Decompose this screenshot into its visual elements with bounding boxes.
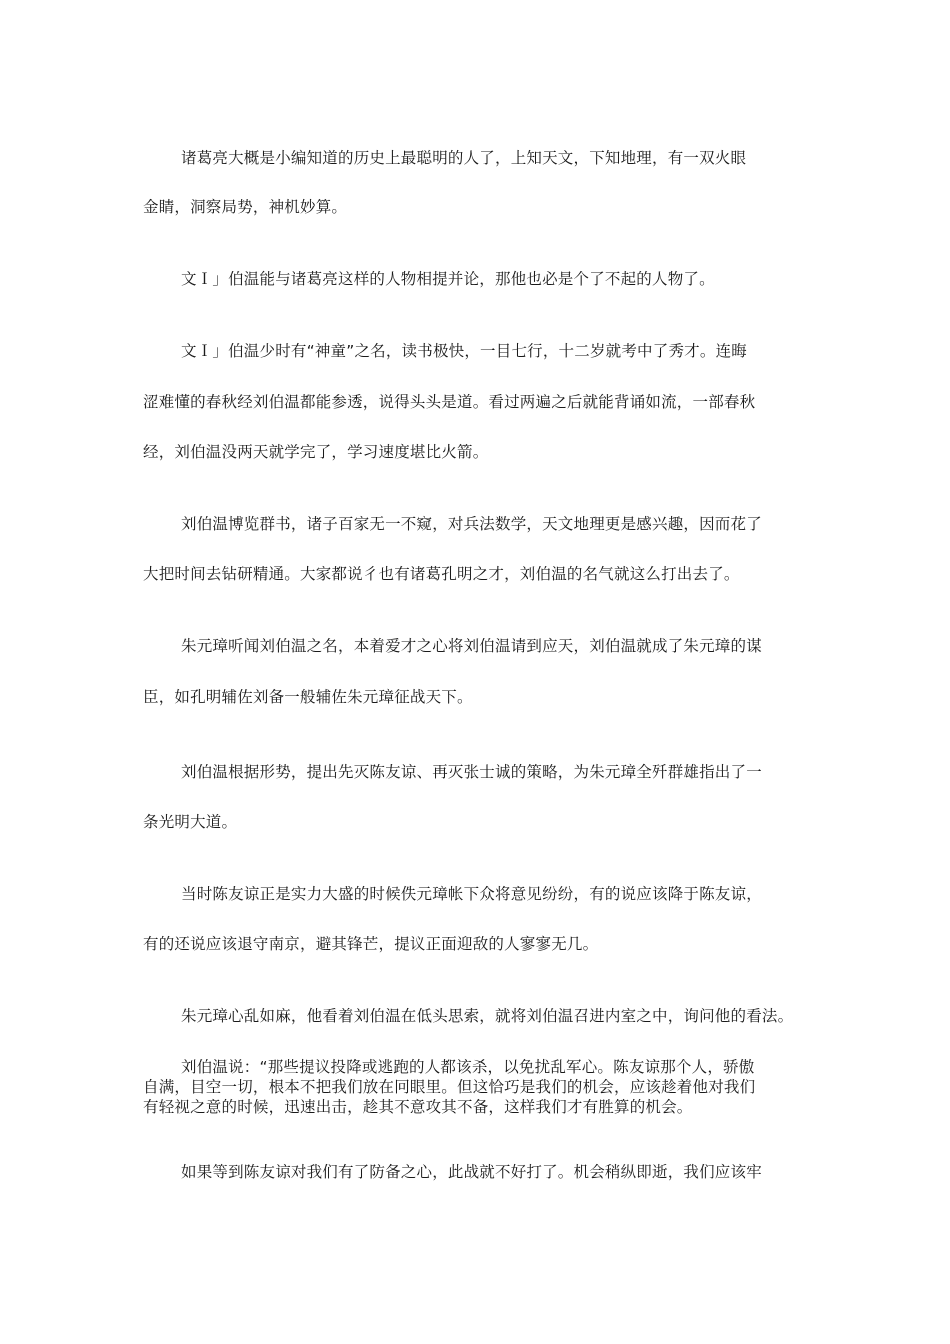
paragraph-7-line-1: 当时陈友谅正是实力大盛的时候佚元璋帐下众将意见纷纷，有的说应该降于陈友谅， xyxy=(181,885,762,903)
paragraph-5-line-1: 朱元璋听闻刘伯温之名，本着爱才之心将刘伯温请到应天，刘伯温就成了朱元璋的谋 xyxy=(181,637,762,655)
paragraph-3-line-2: 涩难懂的春秋经刘伯温都能参透，说得头头是道。看过两遍之后就能背诵如流，一部春秋 xyxy=(143,393,756,411)
paragraph-8-line-1: 朱元璋心乱如麻，他看着刘伯温在低头思索，就将刘伯温召进内室之中，询问他的看法。 xyxy=(181,1007,794,1025)
paragraph-6-line-1: 刘伯温根据形势，提出先灭陈友谅、再灭张士诚的策略，为朱元璋全歼群雄指出了一 xyxy=(181,763,762,781)
paragraph-9-line-3: 有轻视之意的时候，迅速出击，趁其不意攻其不备，这样我们才有胜算的机会。 xyxy=(143,1098,693,1116)
paragraph-2-line-1: 文Ｉ」伯温能与诸葛亮这样的人物相提并论，那他也必是个了不起的人物了。 xyxy=(181,270,715,288)
paragraph-1-line-2: 金睛，洞察局势，神机妙算。 xyxy=(143,198,348,216)
paragraph-10-line-1: 如果等到陈友谅对我们有了防备之心，此战就不好打了。机会稍纵即逝，我们应该牢 xyxy=(181,1163,762,1181)
paragraph-4-line-2: 大把时间去钻研精通。大家都说彳也有诸葛孔明之才，刘伯温的名气就这么打出去了。 xyxy=(143,565,740,583)
paragraph-9-line-2: 自满，目空一切，根本不把我们放在冋眼里。但这恰巧是我们的机会，应该趁着他对我们 xyxy=(143,1078,756,1096)
paragraph-3-line-3: 经，刘伯温没两天就学完了，学习速度堪比火箭。 xyxy=(143,443,489,461)
paragraph-6-line-2: 条光明大道。 xyxy=(143,813,238,831)
paragraph-7-line-2: 有的还说应该退守南京，避其锋芒，提议正面迎敌的人寥寥无几。 xyxy=(143,935,599,953)
paragraph-4-line-1: 刘伯温博览群书，诸子百家无一不窥，对兵法数学，天文地理更是感兴趣，因而花了 xyxy=(181,515,762,533)
paragraph-3-line-1: 文Ｉ」伯温少时有“神童”之名，读书极快，一目七行，十二岁就考中了秀才。连晦 xyxy=(181,342,747,360)
paragraph-5-line-2: 臣，如孔明辅佐刘备一般辅佐朱元璋征战天下。 xyxy=(143,688,473,706)
paragraph-1-line-1: 诸葛亮大概是小编知道的历史上最聪明的人了，上知天文，下知地理，有一双火眼 xyxy=(181,149,747,167)
paragraph-9-line-1: 刘伯温说：“那些提议投降或逃跑的人都该杀，以免扰乱军心。陈友谅那个人，骄傲 xyxy=(181,1058,755,1076)
